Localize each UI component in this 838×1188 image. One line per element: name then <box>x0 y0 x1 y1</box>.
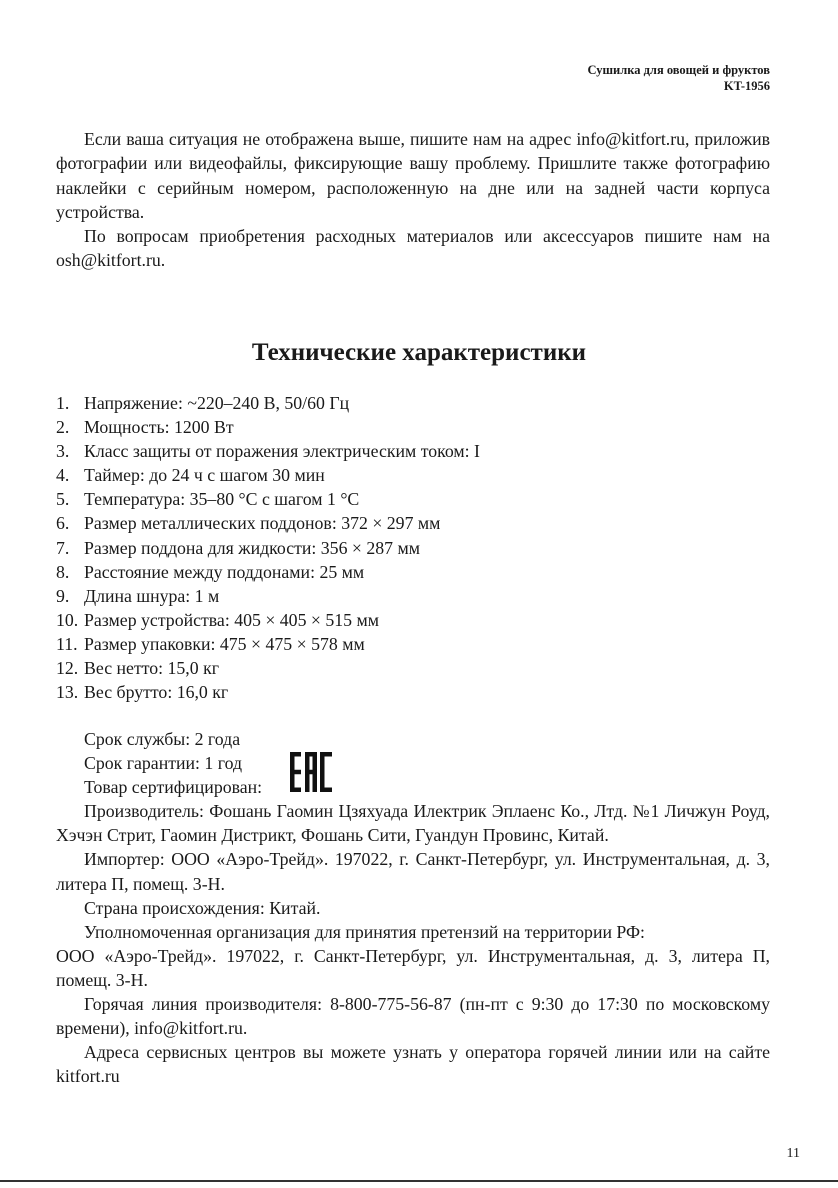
spec-number: 1. <box>56 393 70 413</box>
spec-item <box>56 584 770 608</box>
spec-number: 4. <box>56 465 70 486</box>
spec-text: Размер поддона для жидкости: 356 × 287 мм <box>84 537 421 558</box>
spec-text: Расстояние между поддонами: 25 мм <box>84 561 365 582</box>
authorized-org-address: ООО «Аэро-Трейд». 197022, г. Санкт-Петербург, ул. Инструментальная, д. 3, литера П, помещ. 3-Н. <box>56 945 770 990</box>
spec-item <box>56 656 770 680</box>
spec-number: 2. <box>56 417 70 438</box>
section-title: Технические характеристики <box>251 339 587 366</box>
spec-number: 5. <box>56 489 70 510</box>
spec-number: 8. <box>56 561 70 582</box>
specs-list <box>56 391 770 704</box>
spec-item <box>56 415 770 439</box>
spec-item <box>56 511 770 535</box>
importer: Импортер: ООО «Аэро-Трейд». 197022, г. Санкт-Петербург, ул. Инструментальная, д. 3, литера П, помещ. 3-Н. <box>56 849 770 894</box>
spec-item <box>56 560 770 584</box>
service-centers: Адреса сервисных центров вы можете узнать у оператора горячей линии или на сайте kitfort.ru <box>56 1042 770 1087</box>
page-number: 11 <box>786 1146 800 1161</box>
country-of-origin: Страна происхождения: Китай. <box>84 897 321 918</box>
spec-text: Мощность: 1200 Вт <box>84 417 234 438</box>
spec-text: Таймер: до 24 ч с шагом 30 мин <box>84 465 325 486</box>
spec-item <box>56 463 770 487</box>
spec-number: 11. <box>56 633 78 654</box>
spec-item <box>56 536 770 560</box>
spec-number: 3. <box>56 441 70 462</box>
spec-text: Вес нетто: 15,0 кг <box>84 658 220 679</box>
service-life: Срок службы: 2 года <box>84 729 241 749</box>
spec-text: Напряжение: ~220–240 В, 50/60 Гц <box>84 393 350 413</box>
spec-text: Размер упаковки: 475 × 475 × 578 мм <box>84 633 365 654</box>
spec-number: 9. <box>56 585 70 606</box>
bottom-divider <box>0 1180 838 1182</box>
spec-number: 12. <box>56 658 79 679</box>
page-header <box>587 62 770 94</box>
spec-text: Температура: 35–80 °С с шагом 1 °С <box>84 489 360 510</box>
header-product-name: Сушилка для овощей и фруктов <box>587 63 770 77</box>
intro-section <box>56 127 770 273</box>
spec-number: 6. <box>56 513 70 534</box>
authorized-org-title: Уполномоченная организация для принятия претензий на территории РФ: <box>84 921 646 942</box>
header-model: KT-1956 <box>723 79 770 93</box>
spec-item <box>56 439 770 463</box>
intro-paragraph-2: По вопросам приобретения расходных материалов или аксессуаров пишите нам на osh@kitfort.ru. <box>56 226 770 271</box>
spec-text: Длина шнура: 1 м <box>84 585 220 606</box>
footer-section <box>56 727 770 1088</box>
intro-paragraph-1: Если ваша ситуация не отображена выше, пишите нам на адрес info@kitfort.ru, приложив фотографии или видеофайлы, фиксирующие вашу проблему. Пришлите также фотографию наклейки с серийным номером, расположенную на дне или на задней части корпуса устройства. <box>56 129 770 222</box>
spec-item <box>56 608 770 632</box>
manufacturer: Производитель: Фошань Гаомин Цзяхуада Илектрик Эплаенс Ко., Лтд. №1 Личжун Роуд, Хэчэн Стрит, Гаомин Дистрикт, Фошань Сити, Гуандун Провинс, Китай. <box>56 801 770 846</box>
spec-item <box>56 391 770 415</box>
certification: Товар сертифицирован: <box>84 777 263 798</box>
spec-number: 10. <box>56 609 79 630</box>
spec-text: Класс защиты от поражения электрическим током: I <box>84 441 480 462</box>
spec-item <box>56 680 770 704</box>
spec-item <box>56 487 770 511</box>
eac-mark-icon <box>290 752 332 792</box>
spec-text: Размер металлических поддонов: 372 × 297 мм <box>84 513 441 534</box>
spec-text: Размер устройства: 405 × 405 × 515 мм <box>84 609 380 630</box>
spec-number: 7. <box>56 537 70 558</box>
spec-text: Вес брутто: 16,0 кг <box>84 682 229 703</box>
spec-number: 13. <box>56 682 79 703</box>
warranty: Срок гарантии: 1 год <box>84 753 243 774</box>
hotline: Горячая линия производителя: 8-800-775-56-87 (пн-пт с 9:30 до 17:30 по московскому времени), info@kitfort.ru. <box>56 994 770 1039</box>
spec-item <box>56 632 770 656</box>
